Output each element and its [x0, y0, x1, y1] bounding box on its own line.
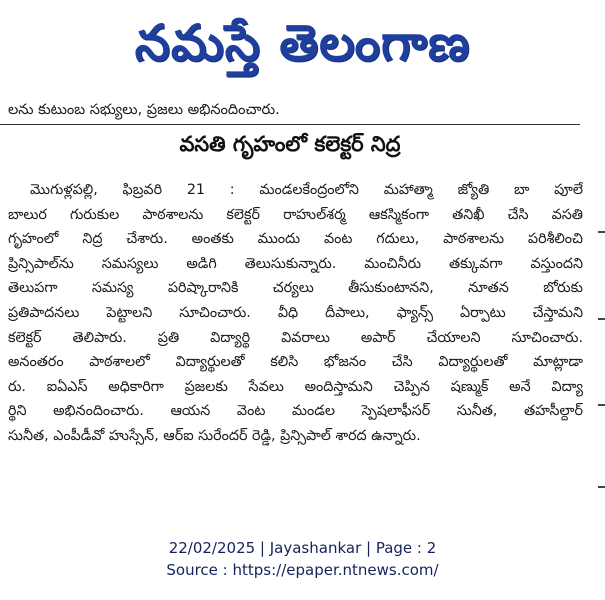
masthead-logo: నమస్తే తెలంగాణ	[134, 14, 471, 72]
article-clipping	[0, 96, 590, 496]
article-line: తెలుపగా సమస్య పరిష్కారానికి చర్యలు తీసుకుంటానని, నూతన బోరుకు	[8, 280, 583, 297]
article-body	[8, 178, 583, 449]
article-line: అనంతరం పాఠశాలలో విద్యార్థులతో కలిసి భోజనం చేసి విద్యార్థులతో మాట్లాడా	[8, 354, 583, 371]
article-line: ప్రిన్సిపాల్‌ను సమస్యలు అడిగి తెలుసుకున్నారు. మంచినీరు తక్కువగా వస్తుందని	[8, 255, 583, 272]
previous-article-tail: లను కుటుంబ సభ్యులు, ప్రజలు అభినందించారు.	[8, 102, 280, 118]
article-line: గృహంలో నిద్ర చేశారు. అంతకు ముందు వంట గదులు, పాఠశాలను పరిశీలించి	[8, 231, 583, 248]
masthead	[0, 0, 605, 86]
article-headline: వసతి గృహంలో కలెక్టర్ నిద్ర	[179, 132, 401, 156]
adjacent-column-fragment	[598, 486, 605, 488]
article-line: ప్రతిపాదనలు పెట్టాలని సూచించారు. వీధి దీపాలు, ఫ్యాన్స్ ఏర్పాటు చేస్తామని	[8, 304, 583, 321]
adjacent-column-fragment	[598, 404, 605, 406]
source-footer	[0, 537, 605, 581]
edition-meta: 22/02/2025 | Jayashankar | Page : 2	[168, 539, 437, 557]
article-line: సునీత, ఎంపీడీవో హుస్సేన్, ఆర్ఐ సురేందర్ రెడ్డి, ప్రిన్సిపాల్ శారద ఉన్నారు.	[8, 427, 421, 444]
article-line: ర్థిని అభినందించారు. ఆయన వెంట మండల స్పెషలాఫీసర్ సునీత, తహసీల్దార్	[8, 403, 583, 420]
adjacent-column-fragment	[598, 318, 605, 320]
headline-divider	[0, 124, 580, 125]
article-line: రు. ఐఏఎస్ అధికారిగా ప్రజలకు సేవలు అందిస్తామని చెప్పిన షణ్ముక్ అనే విద్యా	[8, 378, 583, 395]
source-link[interactable]: Source : https://epaper.ntnews.com/	[166, 561, 439, 579]
adjacent-column-fragment	[598, 231, 605, 233]
article-line: బాలుర గురుకుల పాఠశాలను కలెక్టర్ రాహుల్‌శర్మ ఆకస్మికంగా తనిఖీ చేసి వసతి	[8, 206, 583, 223]
article-line: మొగుళ్లపల్లి, ఫిబ్రవరి 21 : మండలకేంద్రంలోని మహాత్మా జ్యోతి బా పూలే	[30, 182, 583, 198]
article-line: కలెక్టర్ తెలిపారు. ప్రతి విద్యార్థి వివరాలు అపార్ చేయాలని సూచించారు.	[8, 329, 583, 346]
